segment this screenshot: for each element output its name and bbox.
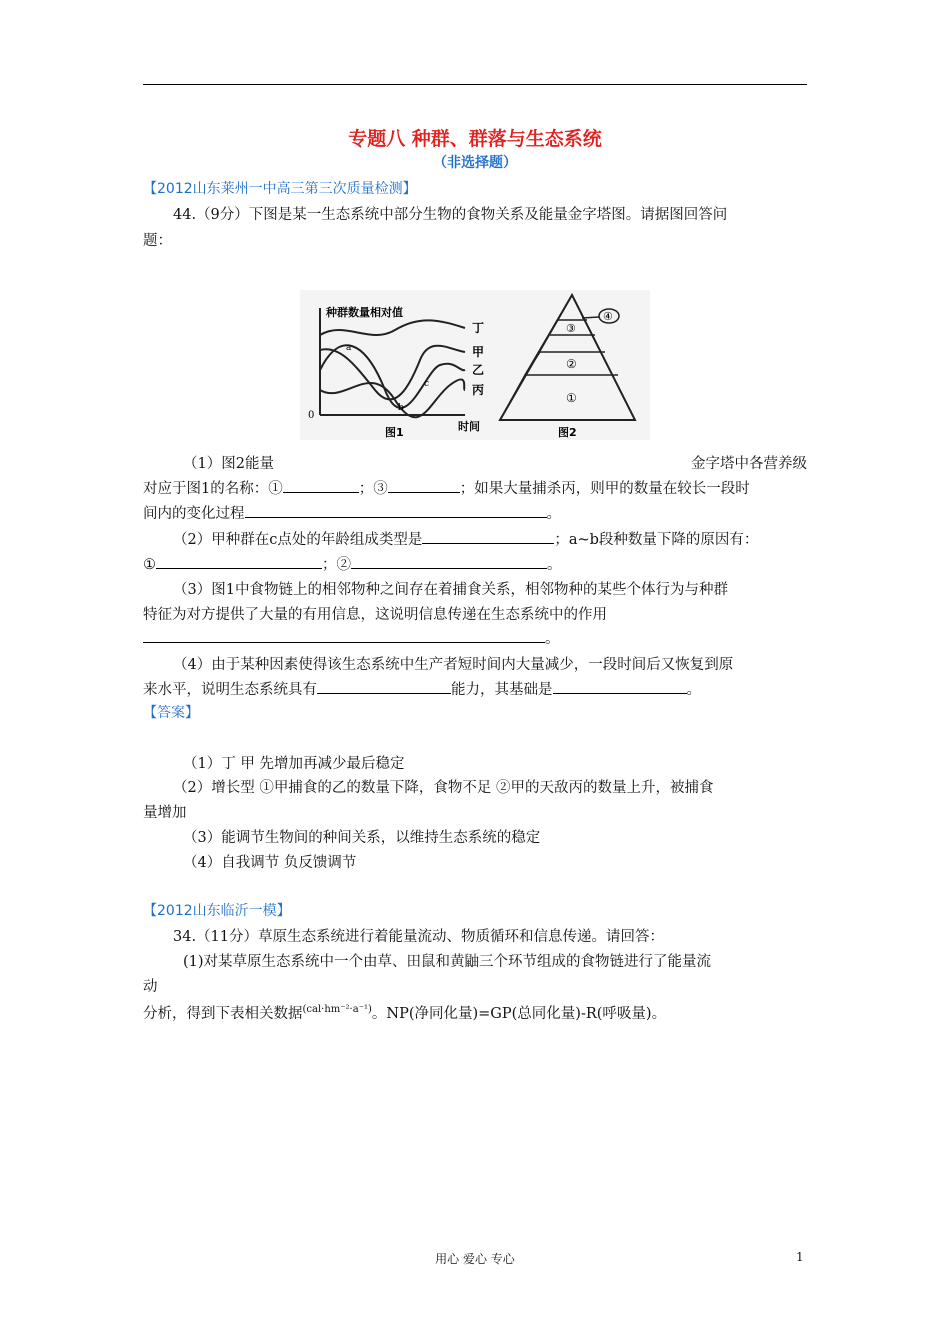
fig2-caption: 图2 bbox=[558, 426, 577, 439]
figure-graphs bbox=[300, 290, 650, 440]
q44-part2-line2: ① ；② 。 bbox=[143, 553, 807, 574]
point-b: b bbox=[398, 403, 404, 413]
answer-line-2: （2）增长型 ①甲捕食的乙的数量下降，食物不足 ②甲的天敌丙的数量上升，被捕食 bbox=[173, 780, 714, 796]
pyramid-level-3: ③ bbox=[566, 322, 576, 335]
source-label-q34: 【2012山东临沂一模】 bbox=[143, 903, 291, 919]
answer-blank[interactable] bbox=[156, 554, 322, 569]
answer-blank[interactable] bbox=[553, 679, 687, 694]
q44-stem-cont: 题： bbox=[143, 233, 172, 249]
source-label-q44: 【2012山东莱州一中高三第三次质量检测】 bbox=[143, 181, 417, 197]
answer-line-3: （3）能调节生物间的种间关系，以维持生态系统的稳定 bbox=[183, 830, 541, 846]
legend-ding: 丁 bbox=[472, 321, 485, 335]
answer-blank[interactable] bbox=[422, 529, 554, 544]
answer-blank[interactable] bbox=[283, 478, 359, 493]
point-c: c bbox=[424, 379, 430, 389]
page-footer: 用心 爱心 专心 bbox=[435, 1252, 515, 1266]
answer-label: 【答案】 bbox=[143, 705, 199, 721]
answer-line-2-cont: 量增加 bbox=[143, 805, 187, 821]
q34-stem: 34.（11分）草原生态系统进行着能量流动、物质循环和信息传递。请回答： bbox=[173, 929, 665, 945]
fig1-xlabel: 时间 bbox=[458, 420, 480, 433]
answer-blank[interactable] bbox=[351, 554, 547, 569]
q44-part1-line3: 间内的变化过程 。 bbox=[143, 502, 807, 523]
pyramid-level-4: ④ bbox=[603, 310, 613, 323]
pyramid-level-2: ② bbox=[566, 357, 577, 371]
fig1-ylabel: 种群数量相对值 bbox=[326, 306, 403, 319]
q34-part1-line3: 分析，得到下表相关数据$^{(cal\cdot hm^{-2}\cdot a^{-1})}$。NP(净同化量)=GP(总同化量)-R(呼吸量)。 bbox=[143, 1004, 667, 1022]
q44-part1-line2: 对应于图1的名称：① ；③ ；如果大量捕杀丙，则甲的数量在较长一段时 bbox=[143, 477, 807, 498]
answer-blank[interactable] bbox=[245, 503, 547, 518]
header-rule bbox=[143, 84, 807, 85]
fig1-caption: 图1 bbox=[385, 426, 404, 439]
answer-blank[interactable] bbox=[143, 628, 545, 643]
q34-part1-line2: 动 bbox=[143, 979, 158, 995]
q44-part3-line2: 特征为对方提供了大量的有用信息，这说明信息传递在生态系统中的作用 bbox=[143, 607, 607, 623]
q44-part4-line2: 来水平，说明生态系统具有 能力，其基础是 。 bbox=[143, 678, 807, 699]
fig1-origin: 0 bbox=[308, 410, 315, 421]
answer-blank[interactable] bbox=[317, 679, 451, 694]
q44-part4-line1: （4）由于某种因素使得该生态系统中生产者短时间内大量减少，一段时间后又恢复到原 bbox=[173, 657, 734, 673]
q44-part2-line1: （2）甲种群在c点处的年龄组成类型是 ；a~b段种数量下降的原因有： bbox=[143, 528, 807, 549]
unit-formula: (cal·hm⁻²·a⁻¹) bbox=[302, 1004, 372, 1016]
answer-line-1: （1）丁 甲 先增加再减少最后稳定 bbox=[183, 756, 405, 772]
q44-stem: 44.（9分）下图是某一生态系统中部分生物的食物关系及能量金字塔图。请据图回答问 bbox=[173, 207, 728, 223]
q44-part3-line3: 。 bbox=[143, 627, 807, 648]
legend-jia: 甲 bbox=[472, 345, 485, 359]
legend-bing: 丙 bbox=[472, 383, 485, 397]
q44-part1-line1: （1）图2能量 金字塔中各营养级 bbox=[183, 456, 807, 472]
pyramid-level-1: ① bbox=[566, 391, 577, 405]
q44-part3-line1: （3）图1中食物链上的相邻物种之间存在着捕食关系，相邻物种的某些个体行为与种群 bbox=[173, 582, 728, 598]
answer-line-4: （4）自我调节 负反馈调节 bbox=[183, 855, 357, 871]
point-a: a bbox=[346, 343, 352, 353]
legend-yi: 乙 bbox=[472, 363, 485, 377]
page-subtitle: （非选择题） bbox=[433, 155, 517, 171]
page-number: 1 bbox=[796, 1250, 804, 1264]
answer-blank[interactable] bbox=[388, 478, 460, 493]
page-title: 专题八 种群、群落与生态系统 bbox=[348, 128, 602, 150]
q34-part1-line1: (1)对某草原生态系统中一个由草、田鼠和黄鼬三个环节组成的食物链进行了能量流 bbox=[183, 954, 712, 970]
